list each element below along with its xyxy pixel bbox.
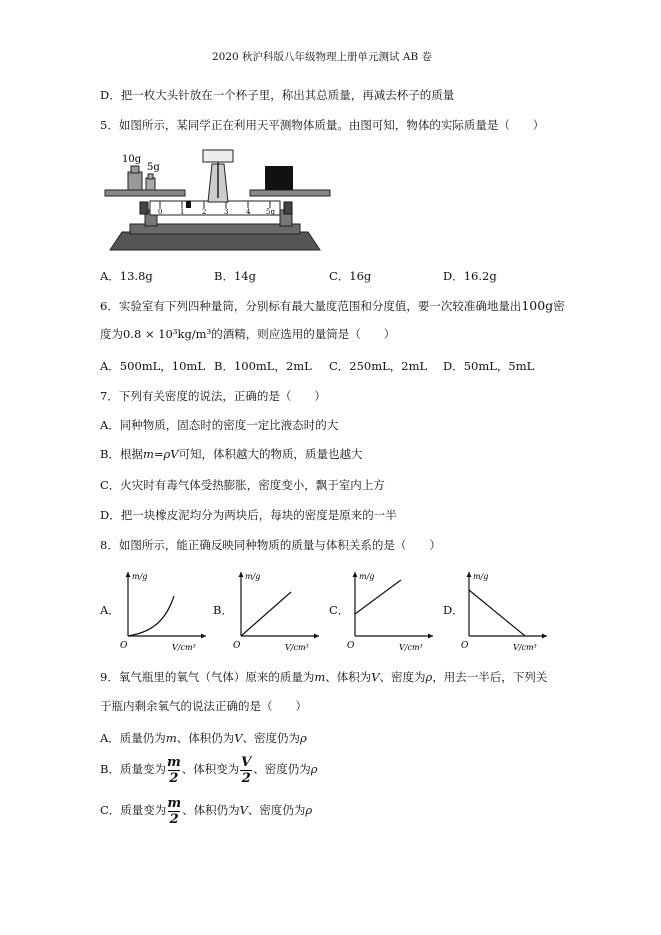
- q8-stem: 8．如图所示，能正确反映同种物质的质量与体积关系的是（ ）: [100, 538, 441, 552]
- q8-ylabel: m/g: [132, 572, 148, 581]
- q5-stem: 5．如图所示，某同学正在利用天平测物体质量。由图可知，物体的实际质量是（ ）: [100, 118, 545, 132]
- q6-line2: 度为0.8 × 10³kg/m³的酒精，则应选用的量筒是（ ）: [100, 327, 396, 341]
- q8-label-d: D．: [443, 603, 464, 617]
- scale-tick-1: 1: [180, 208, 185, 216]
- q7-option-b: B．根据m=ρV可知，体积越大的物质，质量也越大: [100, 447, 363, 461]
- q8-xlabel: V/cm³: [285, 643, 309, 652]
- q8-ylabel: m/g: [245, 572, 261, 581]
- q8-graph-d: [459, 568, 551, 656]
- q7-option-a: A．同种物质，固态时的密度一定比液态时的大: [100, 418, 339, 432]
- q8-graph-b: [231, 568, 323, 656]
- q9-option-c: C．质量变为 $\frac{m}{2}$ 、体积仍为V、密度仍为ρ: [100, 795, 313, 827]
- q9-line1: 9．氧气瓶里的氧气（气体）原来的质量为m、体积为V、密度为ρ，用去一半后，下列关: [100, 670, 548, 684]
- q5-option-a: A．13.8g: [100, 269, 153, 283]
- scale-tick-5: 5g: [266, 208, 275, 216]
- q5-option-c: C．16g: [329, 269, 372, 283]
- q8-xlabel: V/cm³: [513, 643, 537, 652]
- q8-label-c: C．: [329, 603, 350, 617]
- q8-ylabel: m/g: [473, 572, 489, 581]
- q8-graph-c: [345, 568, 437, 656]
- q8-label-b: B．: [213, 603, 233, 617]
- weight-10g-label: 10g: [122, 154, 142, 165]
- q8-ylabel: m/g: [359, 572, 375, 581]
- balance-figure: [100, 146, 335, 256]
- scale-tick-3: 3: [224, 208, 229, 216]
- page-header: 2020 秋沪科版八年级物理上册单元测试 AB 卷: [212, 51, 433, 63]
- q5-option-b: B．14g: [214, 269, 256, 283]
- q8-graph-a: [118, 568, 210, 656]
- q6-option-d: D．50mL，5mL: [443, 359, 535, 373]
- q5-option-d: D．16.2g: [443, 269, 497, 283]
- q7-option-c: C．火灾时有毒气体受热膨胀，密度变小，飘于室内上方: [100, 478, 385, 492]
- q9-option-b: B．质量变为 $\frac{m}{2}$ 、体积变为 $\frac{V}{2}$ 、密度仍为ρ: [100, 754, 318, 786]
- scale-tick-0: 0: [158, 208, 163, 216]
- q9-line2: 于瓶内剩余氧气的说法正确的是（ ）: [100, 699, 307, 713]
- q6-option-a: A．500mL，10mL: [100, 359, 205, 373]
- q6-option-b: B．100mL，2mL: [214, 359, 312, 373]
- q8-origin: O: [120, 641, 128, 651]
- q8-origin: O: [233, 641, 241, 651]
- q8-origin: O: [461, 641, 469, 651]
- q7-option-d: D．把一块橡皮泥均分为两块后，每块的密度是原来的一半: [100, 508, 397, 522]
- q8-xlabel: V/cm³: [172, 643, 196, 652]
- q6-option-c: C．250mL，2mL: [329, 359, 428, 373]
- q8-label-a: A．: [100, 603, 120, 617]
- q7-stem: 7．下列有关密度的说法，正确的是（ ）: [100, 389, 326, 403]
- q4-option-d: D．把一枚大头针放在一个杯子里，称出其总质量，再减去杯子的质量: [100, 88, 455, 102]
- weight-5g-label: 5g: [147, 162, 160, 173]
- scale-tick-2: 2: [202, 208, 207, 216]
- q8-xlabel: V/cm³: [399, 643, 423, 652]
- q8-origin: O: [347, 641, 355, 651]
- q9-option-a: A．质量仍为m、体积仍为V、密度仍为ρ: [100, 731, 307, 745]
- q6-line1: 6．实验室有下列四种量筒，分别标有最大量度范围和分度值，要一次较准确地量出100g密: [100, 298, 565, 313]
- scale-tick-4: 4: [246, 208, 251, 216]
